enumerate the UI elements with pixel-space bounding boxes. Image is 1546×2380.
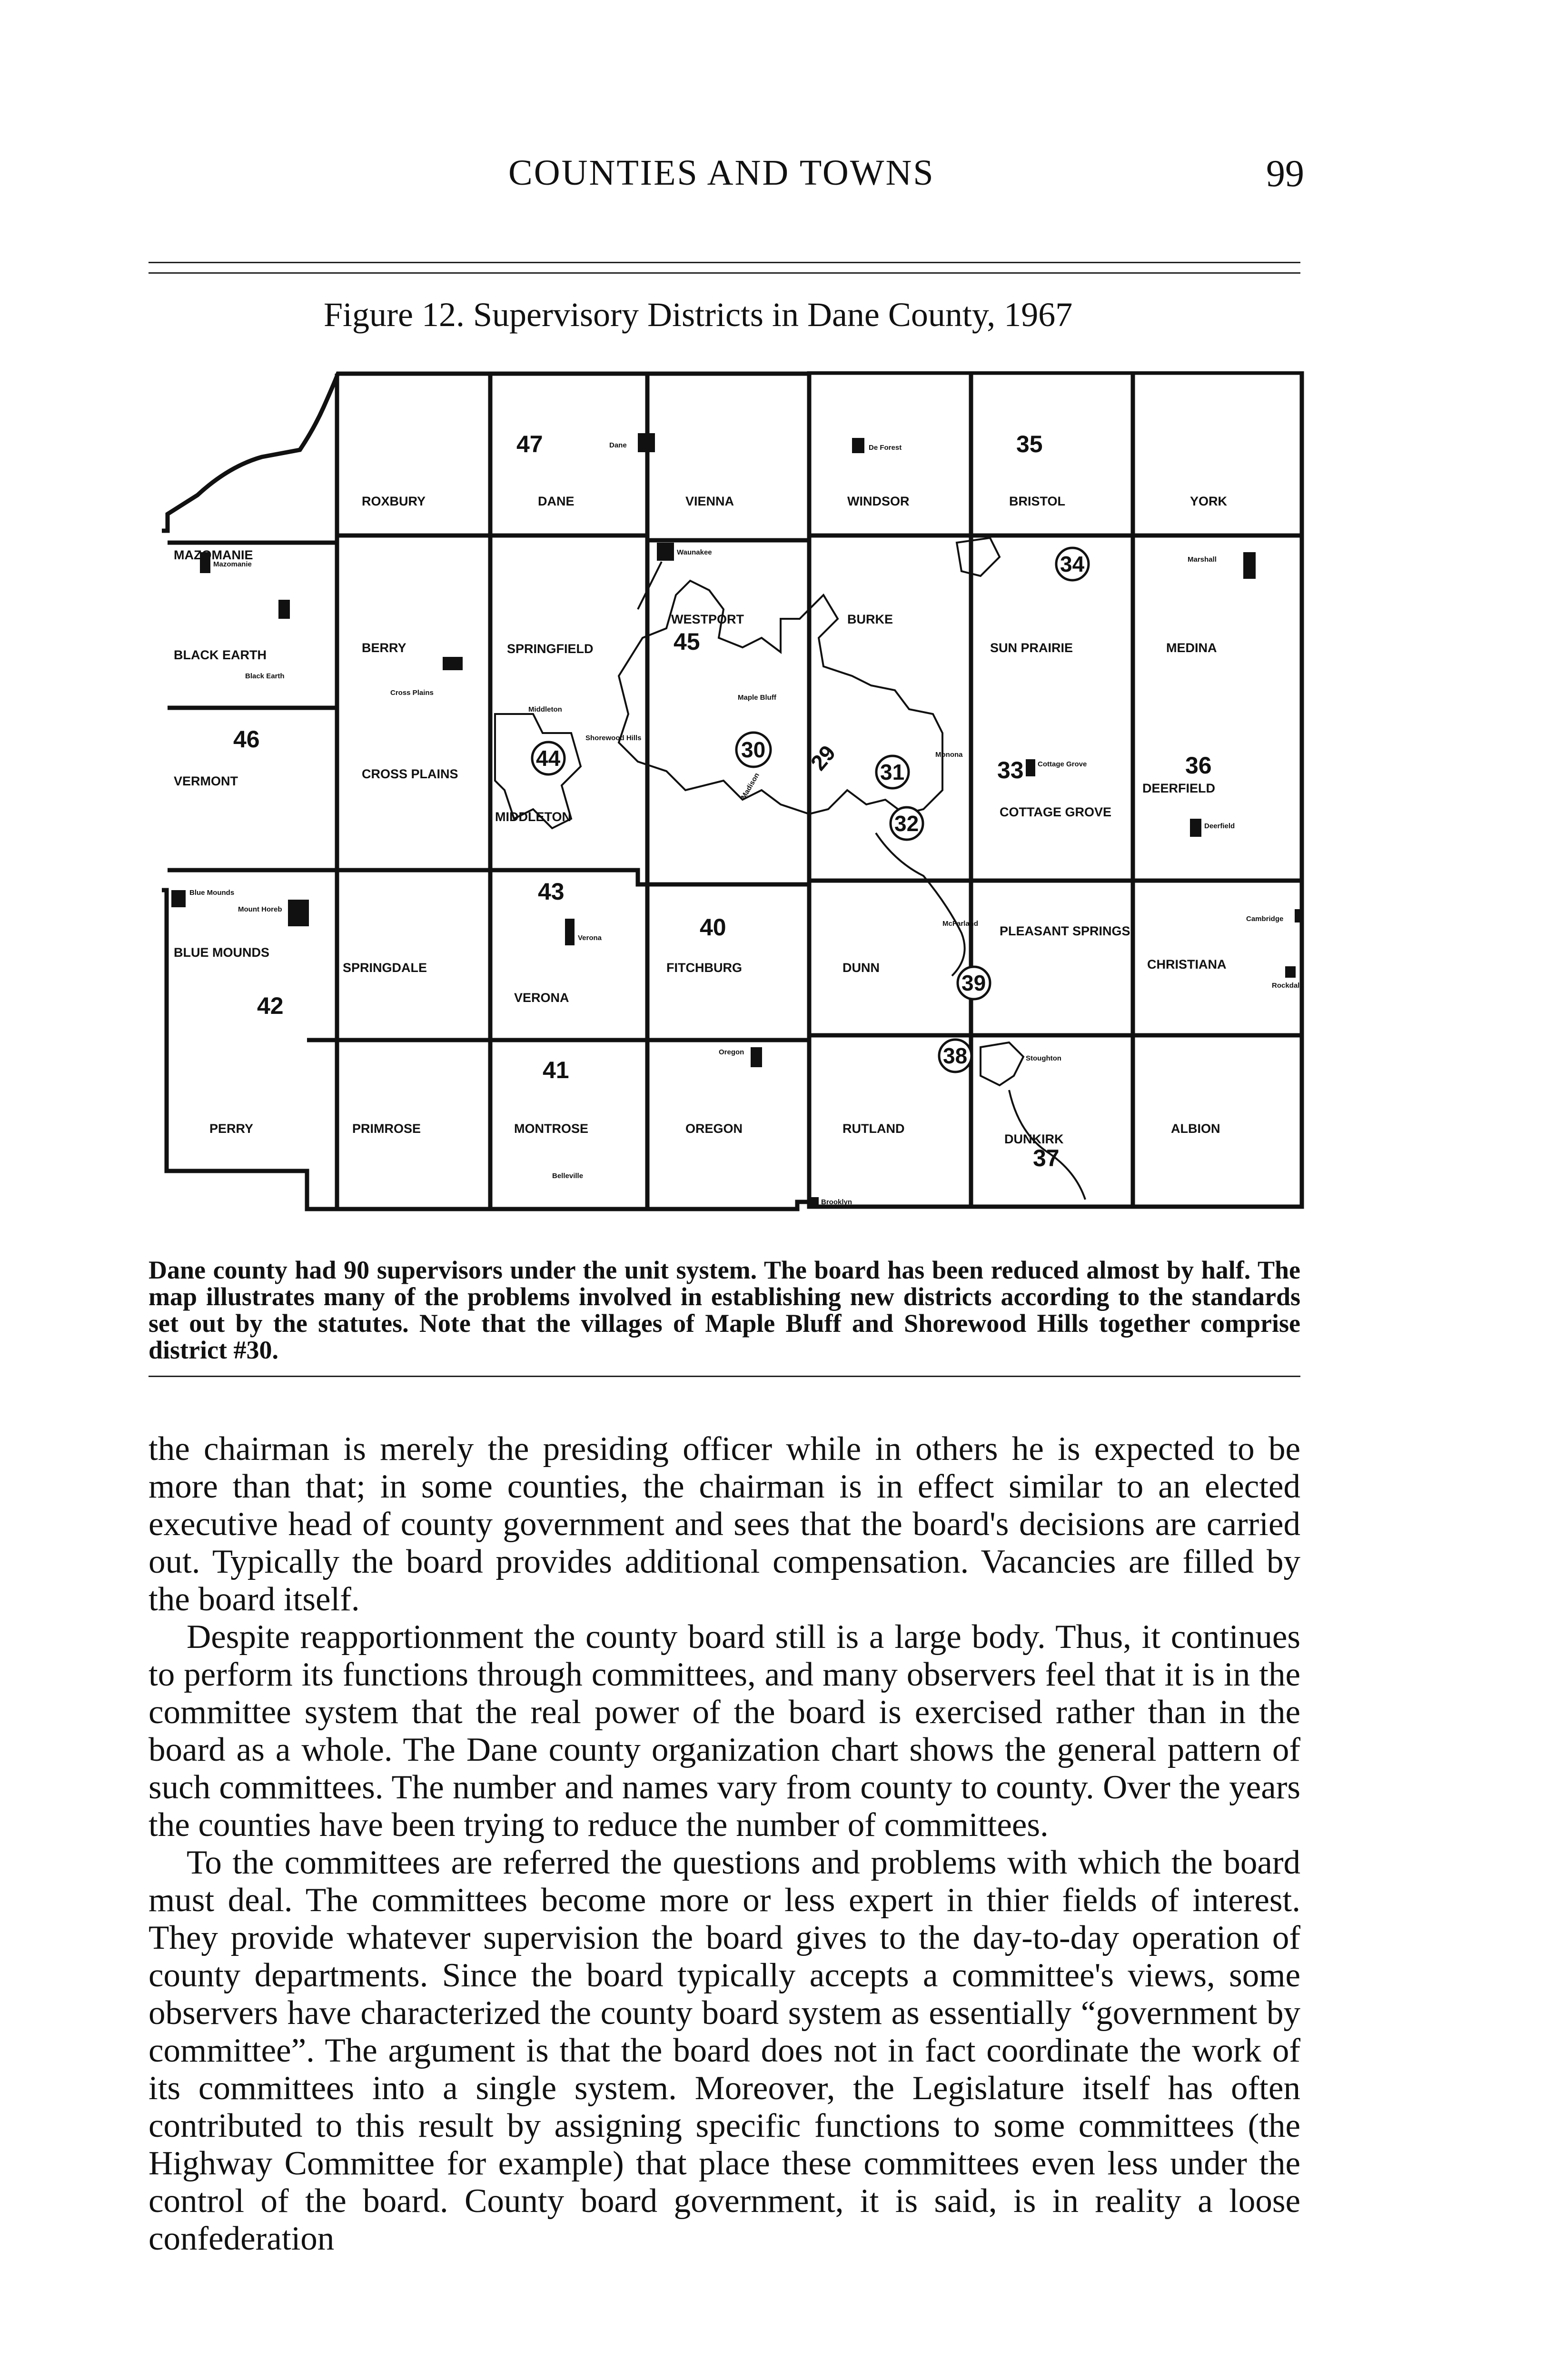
town-berry: BERRY bbox=[362, 641, 406, 655]
town-albion: ALBION bbox=[1171, 1121, 1220, 1136]
town-sun-prairie: SUN PRAIRIE bbox=[990, 641, 1073, 655]
town-york: YORK bbox=[1190, 494, 1228, 508]
village-belleville: Belleville bbox=[552, 1172, 584, 1180]
body-paragraph: the chairman is merely the presiding officer while in others he is expected to be more than that; in some counties, the chairman is in effect similar to an elected executive head of county government and sees that the board's decisions are carried out. Typically the board provides additional compensation. Vacancies are filled by the board itself. bbox=[149, 1430, 1300, 1618]
sun-prairie-boundary bbox=[957, 538, 1000, 576]
district-43: 43 bbox=[538, 878, 565, 905]
village-blue-mounds: Blue Mounds bbox=[189, 889, 235, 897]
village-black-earth: Black Earth bbox=[245, 672, 285, 680]
figure-caption: Dane county had 90 supervisors under the unit system. The board has been reduced almost by half. The map illustrates many of the problems involved in establishing new districts according to the standards set out by the statutes. Note that the villages of Maple Bluff and Shorewood Hills together comprise district #30. bbox=[149, 1256, 1300, 1364]
town-dane: DANE bbox=[538, 494, 575, 508]
village-marshall: Marshall bbox=[1188, 555, 1217, 564]
figure-title: Figure 12. Supervisory Districts in Dane County, 1967 bbox=[324, 296, 1073, 334]
town-oregon: OREGON bbox=[685, 1121, 743, 1136]
district-30: 30 bbox=[741, 737, 766, 762]
village-rockdale: Rockdale bbox=[1272, 982, 1304, 990]
town-mazomanie: MAZOMANIE bbox=[174, 548, 253, 562]
town-westport: WESTPORT bbox=[671, 612, 744, 626]
district-42: 42 bbox=[257, 992, 284, 1019]
town-dunn: DUNN bbox=[842, 961, 880, 975]
town-black-earth: BLACK EARTH bbox=[174, 648, 267, 662]
village-stoughton: Stoughton bbox=[1026, 1054, 1061, 1062]
village-deerfield: Deerfield bbox=[1204, 822, 1235, 830]
village-verona: Verona bbox=[578, 934, 602, 942]
village-brooklyn: Brooklyn bbox=[821, 1198, 852, 1206]
village-mcfarland: McFarland bbox=[942, 920, 979, 928]
body-paragraph: Despite reapportionment the county board still is a large body. Thus, it continues to perform its functions through committees, and many observers feel that it is in the committee system that the real power of the board is exercised rather than in the board as a whole. The Dane county organization chart shows the general pattern of such committees. The number and names vary from county to county. Over the years the counties have been trying to reduce the number of committees. bbox=[149, 1618, 1300, 1844]
town-blue-mounds: BLUE MOUNDS bbox=[174, 945, 269, 960]
town-vermont: VERMONT bbox=[174, 774, 238, 788]
village-cottage-grove: Cottage Grove bbox=[1038, 760, 1087, 768]
caption-rule bbox=[149, 1376, 1300, 1377]
town-vienna: VIENNA bbox=[685, 494, 734, 508]
body-paragraph: To the committees are referred the questions and problems with which the board must deal. The committees become more or less expert in thier fields of interest. They provide whatever supervision the board gives to the day-to-day operation of county departments. Since the board typically accepts a committee's views, some observers have characterized the county board system as essentially “government by committee”. The argument is that the board does not in fact coordinate the work of its committees into a single system. Moreover, the Legislature itself has often contributed to this result by assigning specific functions to some committees (the Highway Committee for example) that place these committees even less under the control of the board. County board government, it is said, is in reality a loose confederation bbox=[149, 1844, 1300, 2257]
district-39: 39 bbox=[961, 971, 986, 995]
page-number: 99 bbox=[1266, 153, 1304, 195]
village-cross-plains: Cross Plains bbox=[390, 689, 434, 697]
district-32: 32 bbox=[894, 811, 919, 836]
district-36: 36 bbox=[1185, 752, 1212, 779]
town-windsor: WINDSOR bbox=[847, 494, 910, 508]
district-44: 44 bbox=[536, 746, 561, 771]
town-primrose: PRIMROSE bbox=[352, 1121, 421, 1136]
village-mazomanie: Mazomanie bbox=[213, 560, 252, 568]
village-oregon: Oregon bbox=[719, 1048, 744, 1056]
district-38: 38 bbox=[943, 1043, 968, 1068]
town-pleasant-springs: PLEASANT SPRINGS bbox=[1000, 924, 1130, 938]
town-verona: VERONA bbox=[514, 991, 569, 1005]
stoughton-boundary bbox=[981, 1042, 1023, 1085]
running-head: COUNTIES AND TOWNS bbox=[508, 153, 935, 193]
town-springfield: SPRINGFIELD bbox=[507, 642, 594, 656]
town-montrose: MONTROSE bbox=[514, 1121, 589, 1136]
village-monona: Monona bbox=[935, 751, 963, 759]
village-dane: Dane bbox=[609, 441, 627, 449]
header-rule-double bbox=[149, 272, 1300, 274]
district-41: 41 bbox=[543, 1057, 569, 1083]
lake-outline bbox=[876, 833, 965, 976]
district-46: 46 bbox=[233, 726, 260, 753]
district-34: 34 bbox=[1060, 552, 1085, 576]
town-rutland: RUTLAND bbox=[842, 1121, 905, 1136]
town-bristol: BRISTOL bbox=[1009, 494, 1066, 508]
town-dunkirk: DUNKIRK bbox=[1004, 1132, 1064, 1146]
dane-county-map bbox=[162, 371, 1304, 1242]
village-waunakee: Waunakee bbox=[677, 548, 712, 556]
town-middleton: MIDDLETON bbox=[495, 810, 571, 824]
village-madison: Madison bbox=[739, 771, 761, 801]
district-45: 45 bbox=[674, 628, 700, 655]
header-rule bbox=[149, 262, 1300, 263]
town-christiana: CHRISTIANA bbox=[1147, 957, 1227, 972]
village-cambridge: Cambridge bbox=[1246, 915, 1284, 923]
town-cross-plains: CROSS PLAINS bbox=[362, 767, 458, 781]
district-33: 33 bbox=[997, 757, 1024, 783]
town-perry: PERRY bbox=[209, 1121, 254, 1136]
district-40: 40 bbox=[700, 914, 726, 941]
town-fitchburg: FITCHBURG bbox=[666, 961, 742, 975]
town-deerfield: DEERFIELD bbox=[1142, 781, 1216, 795]
town-roxbury: ROXBURY bbox=[362, 494, 426, 508]
town-springdale: SPRINGDALE bbox=[343, 961, 427, 975]
village-mount-horeb: Mount Horeb bbox=[238, 905, 282, 913]
district-37: 37 bbox=[1033, 1145, 1060, 1171]
row-line-4 bbox=[307, 1035, 1302, 1040]
town-medina: MEDINA bbox=[1166, 641, 1217, 655]
district-35: 35 bbox=[1016, 431, 1043, 457]
body-text bbox=[149, 1430, 1300, 2258]
district-31: 31 bbox=[880, 760, 905, 784]
district-29: 29 bbox=[805, 740, 841, 775]
town-burke: BURKE bbox=[847, 612, 893, 626]
district-47: 47 bbox=[516, 431, 543, 457]
village-middleton: Middleton bbox=[528, 705, 562, 714]
village-shorewood-hills: Shorewood Hills bbox=[585, 734, 642, 742]
village-maple-bluff: Maple Bluff bbox=[738, 694, 776, 702]
waunakee-river bbox=[638, 562, 662, 609]
town-cottage-grove: COTTAGE GROVE bbox=[1000, 805, 1112, 819]
village-de-forest: De Forest bbox=[869, 444, 902, 452]
